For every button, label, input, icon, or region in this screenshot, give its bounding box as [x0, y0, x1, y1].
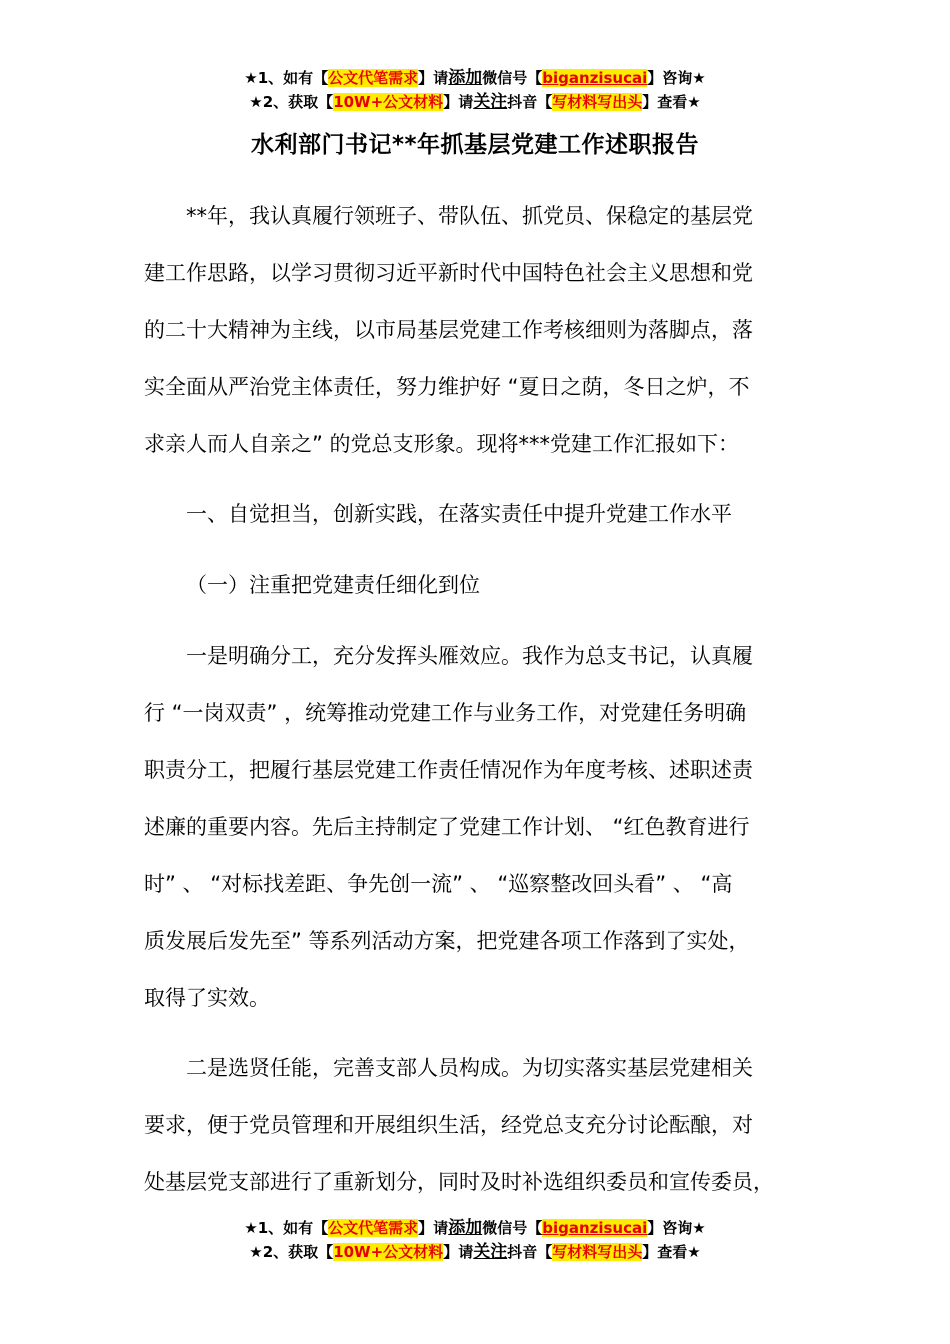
banner-emphasis: 关注: [473, 92, 508, 112]
wechat-id-link[interactable]: biganzisucai: [542, 69, 648, 87]
banner-text: 】请: [443, 93, 474, 111]
paragraph-line: 处基层党支部进行了重新划分，同时及时补选组织委员和宣传委员，: [144, 1170, 774, 1194]
banner-text: ★1、如有【: [244, 1219, 329, 1237]
banner-text: 】咨询★: [647, 69, 706, 87]
banner-text: 微信号【: [482, 69, 543, 87]
douyin-account-highlight: 写材料写出头: [552, 93, 643, 111]
banner-text: 】请: [443, 1243, 474, 1261]
heading-text: 一、自觉担当，创新实践，在落实责任中提升党建工作水平: [186, 502, 732, 526]
banner-line-1: [0, 66, 950, 90]
paragraph-line: 要求，便于党员管理和开展组织生活，经党总支充分讨论酝酿，对: [144, 1113, 753, 1137]
banner-line-1: [0, 1216, 950, 1240]
wechat-id-link[interactable]: biganzisucai: [542, 1219, 648, 1237]
bottom-banner: [0, 1216, 950, 1264]
paragraph-line: 职责分工，把履行基层党建工作责任情况作为年度考核、述职述责: [144, 758, 753, 782]
douyin-account-highlight: 写材料写出头: [552, 1243, 643, 1261]
banner-line-2: [0, 90, 950, 114]
paragraph-line: 二是选贤任能，完善支部人员构成。为切实落实基层党建相关: [186, 1056, 753, 1080]
banner-line-2: [0, 1240, 950, 1264]
paragraph-line: 实全面从严治党主体责任，努力维护好 “夏日之荫，冬日之炉，不: [144, 375, 750, 399]
paragraph-line: 建工作思路，以学习贯彻习近平新时代中国特色社会主义思想和党: [144, 261, 753, 285]
paragraph-intro: [144, 188, 808, 473]
paragraph-line: 质发展后发先至” 等系列活动方案，把党建各项工作落到了实处，: [144, 929, 750, 953]
paragraph-line: 述廉的重要内容。先后主持制定了党建工作计划、 “红色教育进行: [144, 815, 750, 839]
section-heading-1: [144, 486, 808, 543]
banner-highlight: 10W+公文材料: [333, 93, 444, 111]
banner-emphasis: 添加: [448, 1218, 483, 1238]
subsection-heading-1: [144, 557, 808, 614]
banner-text: 抖音【: [507, 93, 553, 111]
document-title: 水利部门书记**年抓基层党建工作述职报告: [250, 132, 700, 158]
top-banner: [0, 66, 950, 114]
paragraph-line: 行 “一岗双责” ，统筹推动党建工作与业务工作，对党建任务明确: [144, 701, 747, 725]
banner-text: 】请: [418, 69, 449, 87]
paragraph-division: [144, 628, 808, 1027]
banner-highlight: 公文代笔需求: [328, 1219, 419, 1237]
banner-highlight: 10W+公文材料: [333, 1243, 444, 1261]
banner-text: ★2、获取【: [249, 1243, 334, 1261]
banner-emphasis: 添加: [448, 68, 483, 88]
banner-text: ★1、如有【: [244, 69, 329, 87]
banner-text: 】查看★: [642, 1243, 701, 1261]
banner-text: 微信号【: [482, 1219, 543, 1237]
heading-text: （一）注重把党建责任细化到位: [186, 573, 480, 597]
paragraph-line: 时” 、 “对标找差距、争先创一流” 、 “巡察整改回头看” 、 “高: [144, 872, 733, 896]
banner-text: 】查看★: [642, 93, 701, 111]
paragraph-line: 取得了实效。: [144, 986, 270, 1010]
banner-text: 】咨询★: [647, 1219, 706, 1237]
paragraph-line: **年，我认真履行领班子、带队伍、抓党员、保稳定的基层党: [186, 204, 753, 228]
paragraph-line: 求亲人而人自亲之” 的党总支形象。现将***党建工作汇报如下：: [144, 432, 740, 456]
paragraph-staffing: [144, 1040, 808, 1211]
banner-text: 】请: [418, 1219, 449, 1237]
paragraph-line: 一是明确分工，充分发挥头雁效应。我作为总支书记，认真履: [186, 644, 753, 668]
paragraph-line: 的二十大精神为主线，以市局基层党建工作考核细则为落脚点，落: [144, 318, 753, 342]
banner-highlight: 公文代笔需求: [328, 69, 419, 87]
banner-emphasis: 关注: [473, 1242, 508, 1262]
banner-text: ★2、获取【: [249, 93, 334, 111]
banner-text: 抖音【: [507, 1243, 553, 1261]
